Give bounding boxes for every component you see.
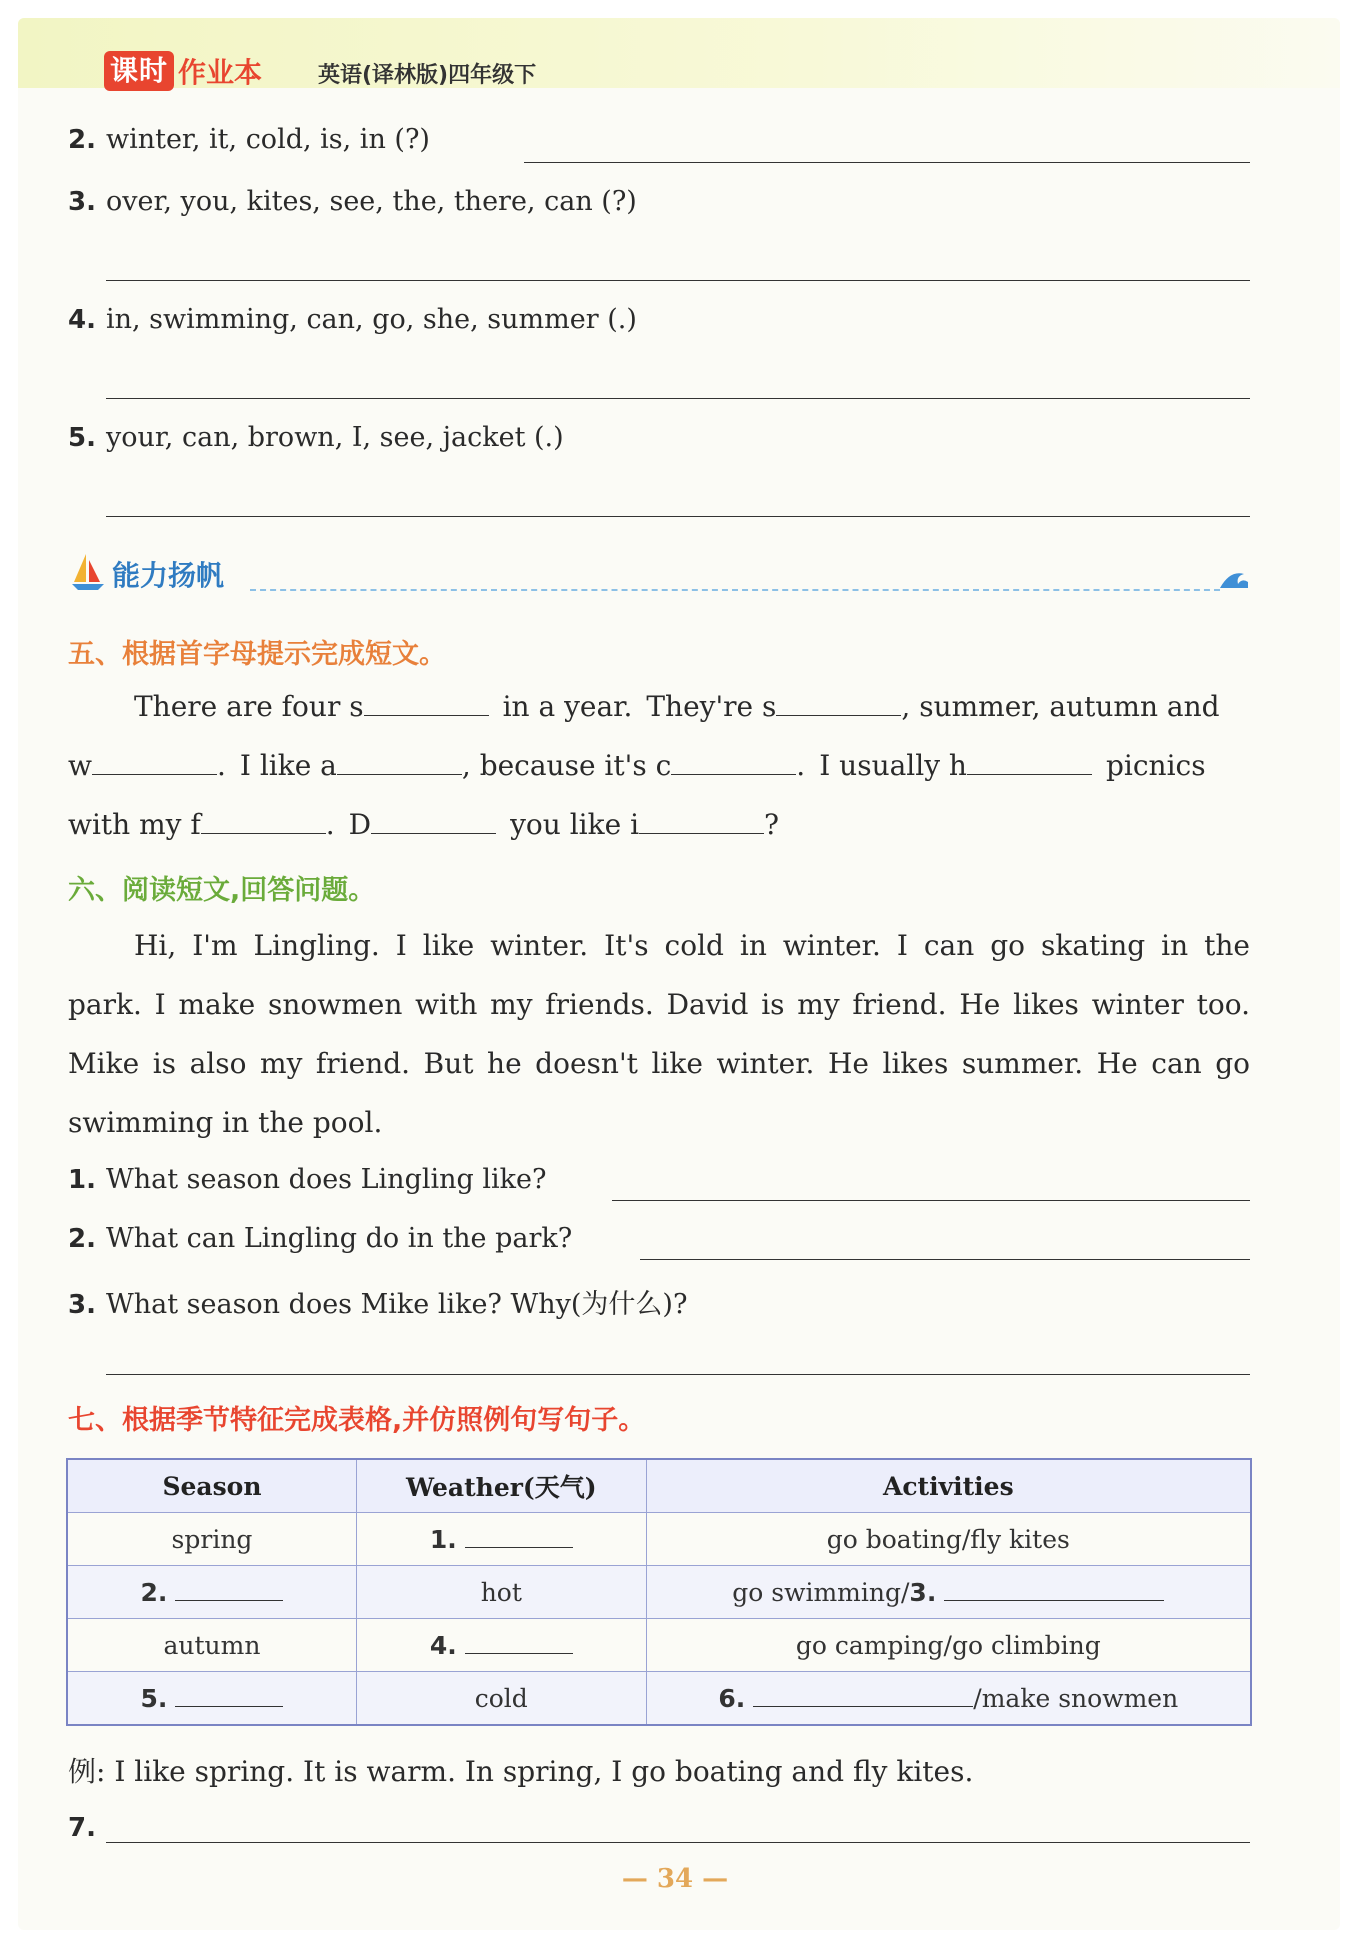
season-table (66, 1458, 1252, 1726)
header-season: Season (67, 1459, 356, 1513)
table-blank[interactable] (753, 1684, 973, 1707)
cloze-blank[interactable] (967, 750, 1092, 775)
passage-line: park. I make snowmen with my friends. David is my friend. He likes winter too. (68, 988, 1250, 1021)
table-blank[interactable] (465, 1631, 573, 1654)
passage-line: Mike is also my friend. But he doesn't like winter. He likes summer. He can go (68, 1047, 1250, 1080)
blank-number: 2. (140, 1577, 168, 1607)
table-blank[interactable] (175, 1578, 283, 1601)
answer-line[interactable] (106, 398, 1250, 399)
answer-line[interactable] (106, 1842, 1250, 1843)
question (68, 1223, 572, 1254)
sailboat-icon (70, 552, 106, 592)
cloze-text: you like i (510, 808, 640, 841)
cloze-text: I usually h (819, 749, 967, 782)
question-text: What can Lingling do in the park? (105, 1223, 573, 1254)
item-number: 2. (68, 125, 96, 155)
cloze-text: . (796, 749, 806, 782)
answer-line[interactable] (612, 1200, 1250, 1201)
cell-weather (356, 1619, 646, 1672)
blank-number: 6. (718, 1683, 746, 1713)
table-blank[interactable] (175, 1684, 283, 1707)
cloze-blank[interactable] (337, 750, 462, 775)
header-activities: Activities (646, 1459, 1251, 1513)
cloze-blank[interactable] (92, 750, 217, 775)
table-blank[interactable] (944, 1578, 1164, 1601)
item-words: over, you, kites, see, the, there, can (?) (105, 186, 637, 217)
table-row (67, 1566, 1251, 1619)
cloze-text: . (216, 749, 226, 782)
passage-line: swimming in the pool. (68, 1106, 383, 1139)
cloze-text: w (68, 749, 92, 782)
cloze-line-3 (68, 808, 779, 841)
cell-weather: cold (356, 1672, 646, 1726)
item-number: 3. (68, 187, 96, 217)
question (68, 1282, 687, 1321)
answer-line[interactable] (106, 280, 1250, 281)
logo (104, 50, 262, 92)
table-blank[interactable] (465, 1525, 573, 1548)
cell-season: spring (67, 1513, 356, 1566)
cloze-blank[interactable] (371, 809, 496, 834)
section-banner-title: 能力扬帆 (112, 559, 225, 592)
cloze-text: ? (764, 808, 780, 841)
cell-season (67, 1672, 356, 1726)
cloze-text: There are four s (134, 690, 364, 723)
cloze-text: They're s (646, 690, 777, 723)
passage-line: Hi, I'm Lingling. I like winter. It's cold in winter. I can go skating in the (134, 929, 1250, 962)
answer-line[interactable] (106, 516, 1250, 517)
blank-number: 5. (140, 1683, 168, 1713)
question (68, 1164, 546, 1195)
cloze-text: , because it's c (461, 749, 672, 782)
cloze-text: . (325, 808, 335, 841)
cloze-text: with my f (68, 808, 201, 841)
item-words: winter, it, cold, is, in (?) (105, 124, 430, 155)
item-number: 4. (68, 305, 96, 335)
answer-item (68, 1812, 106, 1843)
dashed-divider (250, 589, 1220, 591)
section-7-heading: 七、根据季节特征完成表格,并仿照例句写句子。 (68, 1405, 646, 1436)
cell-activities (646, 1672, 1251, 1726)
activity-text: go swimming/ (732, 1577, 910, 1607)
logo-text: 作业本 (178, 56, 263, 89)
item-number: 7. (68, 1813, 96, 1843)
cell-activities (646, 1566, 1251, 1619)
cloze-blank[interactable] (639, 809, 764, 834)
cloze-text: , summer, autumn and (901, 690, 1220, 723)
question-number: 3. (68, 1290, 96, 1320)
book-title: 英语(译林版)四年级下 (318, 63, 537, 88)
reorder-item (68, 422, 564, 453)
cloze-blank[interactable] (776, 691, 901, 716)
wave-icon (1218, 566, 1250, 592)
cell-season (67, 1566, 356, 1619)
reorder-item (68, 304, 637, 335)
cloze-blank[interactable] (201, 809, 326, 834)
cell-weather (356, 1513, 646, 1566)
cell-weather: hot (356, 1566, 646, 1619)
question-text: What season does Lingling like? (105, 1164, 547, 1195)
activity-text: /make snowmen (973, 1683, 1179, 1713)
cell-season: autumn (67, 1619, 356, 1672)
table-header-row (67, 1459, 1251, 1513)
answer-line[interactable] (106, 1374, 1250, 1375)
example-sentence: 例: I like spring. It is warm. In spring, I go boating and fly kites. (68, 1755, 974, 1788)
cell-activities: go boating/fly kites (646, 1513, 1251, 1566)
table-row (67, 1672, 1251, 1726)
reorder-item (68, 186, 637, 217)
cloze-blank[interactable] (671, 750, 796, 775)
question-number: 2. (68, 1224, 96, 1254)
item-words: in, swimming, can, go, she, summer (.) (105, 304, 637, 335)
section-5-heading: 五、根据首字母提示完成短文。 (68, 639, 446, 670)
blank-number: 4. (429, 1630, 457, 1660)
cell-activities: go camping/go climbing (646, 1619, 1251, 1672)
reorder-item (68, 124, 430, 155)
cloze-text: in a year. (502, 690, 633, 723)
answer-line[interactable] (640, 1259, 1250, 1260)
item-words: your, can, brown, I, see, jacket (.) (105, 422, 564, 453)
question-number: 1. (68, 1165, 96, 1195)
blank-number: 1. (429, 1524, 457, 1554)
cloze-line-2 (68, 749, 1206, 782)
cloze-text: D (348, 808, 372, 841)
page-number: — 34 — (621, 1864, 729, 1894)
question-text: What season does Mike like? Why(为什么)? (105, 1289, 688, 1320)
cloze-text: I like a (239, 749, 337, 782)
cloze-blank[interactable] (364, 691, 489, 716)
cloze-line-1 (134, 690, 1220, 723)
table-row (67, 1619, 1251, 1672)
logo-box: 课时 (104, 51, 174, 91)
section-banner (70, 552, 1250, 592)
item-number: 5. (68, 423, 96, 453)
answer-line[interactable] (524, 162, 1250, 163)
section-6-heading: 六、阅读短文,回答问题。 (68, 875, 376, 906)
cloze-text: picnics (1105, 749, 1206, 782)
blank-number: 3. (909, 1577, 937, 1607)
table-row (67, 1513, 1251, 1566)
header-weather: Weather(天气) (356, 1459, 646, 1513)
